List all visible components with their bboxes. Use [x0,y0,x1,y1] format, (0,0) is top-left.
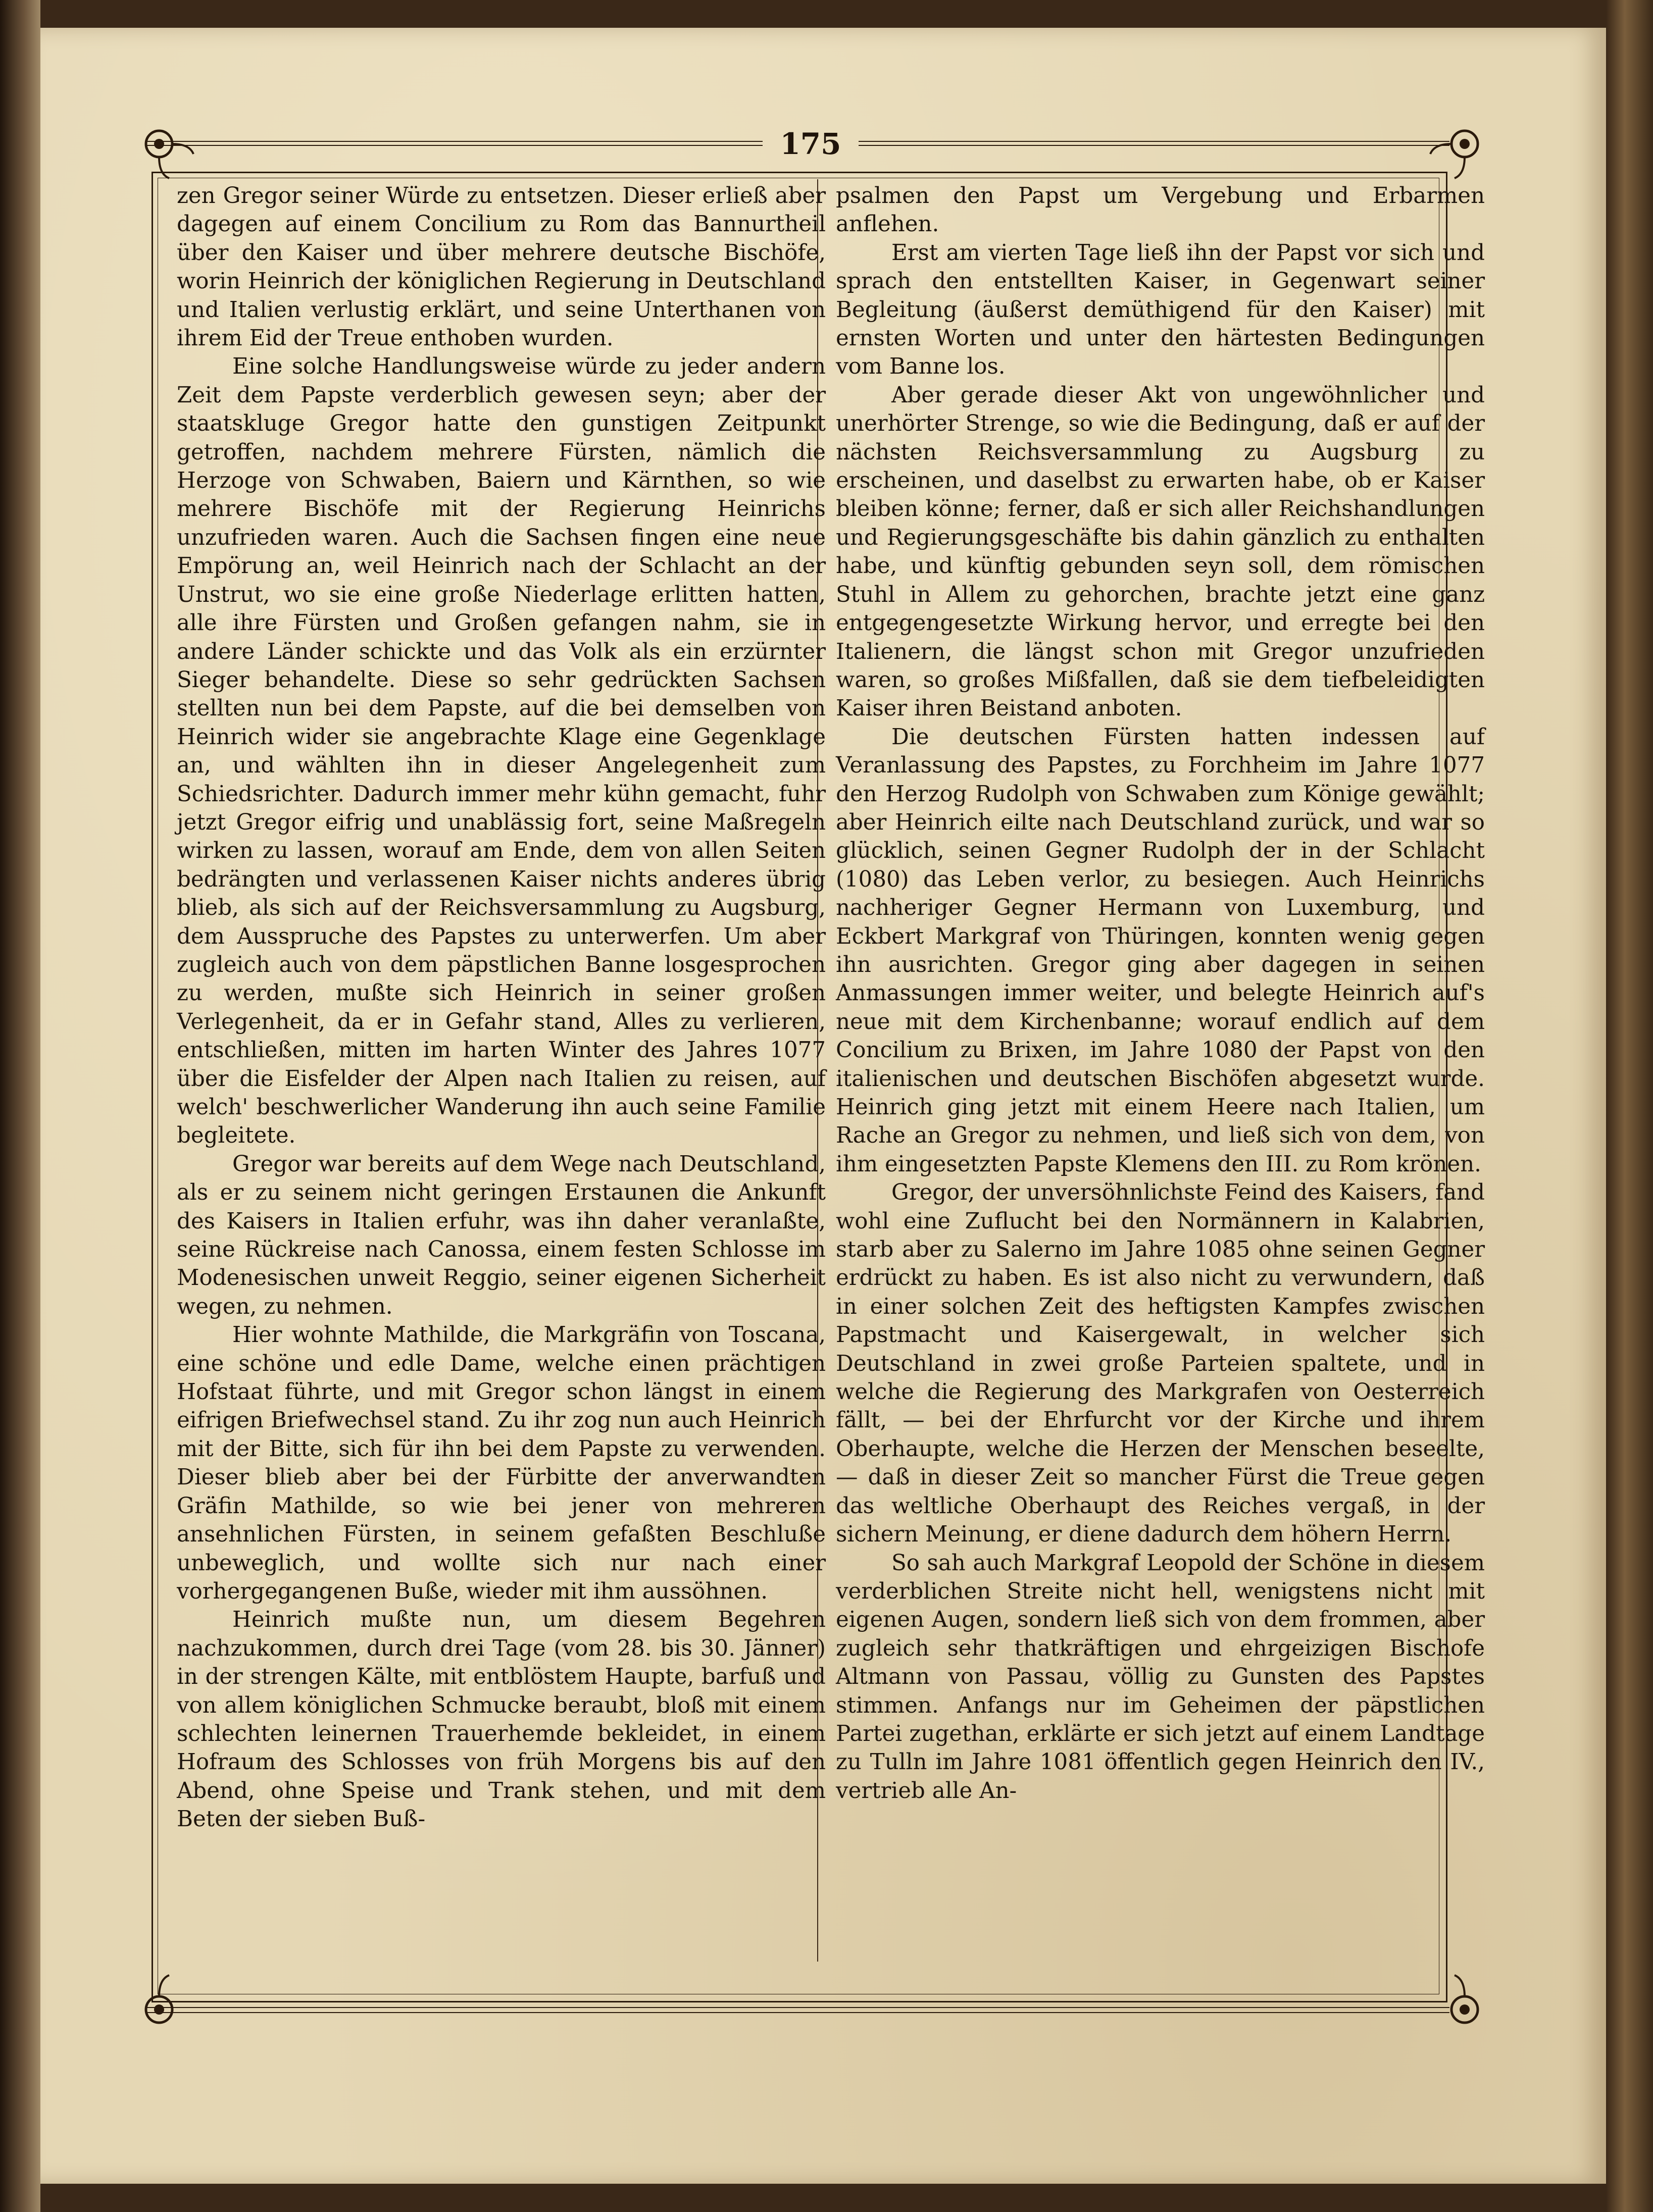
paragraph: zen Gregor seiner Würde zu entsetzen. Dieser erließ aber dagegen auf einem Concilium zu Rom das Bannurtheil über den Kaiser und über mehrere deutsche Bischöfe, worin Heinrich der königlichen Regierung in Deutschland und Italien verlustig erklärt, und seine Unterthanen von ihrem Eid der Treue enthoben wurden. [177,183,826,351]
page-header [146,124,1449,164]
book-binding-left [0,0,40,2212]
text-column-left [177,182,826,1954]
paragraph: Aber gerade dieser Akt von ungewöhnlicher und unerhörter Strenge, so wie die Bedingung, daß er auf der nächsten Reichsversammlung zu Augsburg zu erscheinen, und daselbst zu erwarten habe, ob er Kaiser bleiben könne; ferner, daß er sich aller Reichshandlungen und Regierungsgeschäfte bis dahin gänzlich zu enthalten habe, und künftig gebunden seyn soll, dem römischen Stuhl in Allem zu gehorchen, brachte jetzt eine ganz entgegengesetzte Wirkung hervor, und erregte bei den Italienern, die längst schon mit Gregor unzufrieden waren, so großes Mißfallen, daß sie dem tiefbeleidigten Kaiser ihren Beistand anboten. [836,382,1485,722]
paragraph: psalmen den Papst um Vergebung und Erbarmen anflehen. [836,183,1485,237]
paragraph: Eine solche Handlungsweise würde zu jeder andern Zeit dem Papste verderblich gewesen seyn; aber der staatskluge Gregor hatte den gunstigen Zeitpunkt getroffen, nachdem mehrere Fürsten, nämlich die Herzoge von Schwaben, Baiern und Kärnthen, so wie mehrere Bischöfe mit der Regierung Heinrichs unzufrieden waren. Auch die Sachsen fingen eine neue Empörung an, weil Heinrich nach der Schlacht an der Unstrut, wo sie eine große Niederlage erlitten hatten, alle ihre Fürsten und Großen gefangen nahm, sie in andere Länder schickte und das Volk als ein erzürnter Sieger behandelte. Diese so sehr gedrückten Sachsen stellten nun bei dem Papste, auf die bei demselben von Heinrich wider sie angebrachte Klage eine Gegenklage an, und wählten ihn in dieser Angelegenheit zum Schiedsrichter. Dadurch immer mehr kühn gemacht, fuhr jetzt Gregor eifrig und unablässig fort, seine Maßregeln wirken zu lassen, worauf am Ende, dem von allen Seiten bedrängten und verlassenen Kaiser nichts anderes übrig blieb, als sich auf der Reichsversammlung zu Augsburg, dem Ausspruche des Papstes zu unterwerfen. Um aber zugleich auch von dem päpstlichen Banne losgesprochen zu werden, mußte sich Heinrich in seiner großen Verlegenheit, da er in Gefahr stand, Alles zu verlieren, entschließen, mitten im harten Winter des Jahres 1077 über die Eisfelder der Alpen nach Italien zu reisen, auf welch' beschwerlicher Wanderung ihn auch seine Familie begleitete. [177,354,826,1149]
page-number: 175 [780,127,841,161]
header-rule-left [146,141,763,146]
paragraph: Hier wohnte Mathilde, die Markgräfin von Toscana, eine schöne und edle Dame, welche einen prächtigen Hofstaat führte, und mit Gregor schon längst in einem eifrigen Briefwechsel stand. Zu ihr zog nun auch Heinrich mit der Bitte, sich für ihn bei dem Papste zu verwenden. Dieser blieb aber bei der Fürbitte der anverwandten Gräfin Mathilde, so wie bei jener von mehreren ansehnlichen Fürsten, in seinem gefaßten Beschluße unbeweglich, und wollte sich nur nach einer vorhergegangenen Buße, wieder mit ihm aussöhnen. [177,1322,826,1604]
footer-rule [146,2007,1449,2013]
paragraph: Gregor, der unversöhnlichste Feind des Kaisers, fand wohl eine Zuflucht bei den Normännern in Kalabrien, starb aber zu Salerno im Jahre 1085 ohne seinen Gegner erdrückt zu haben. Es ist also nicht zu verwundern, daß in einer solchen Zeit des heftigsten Kampfes zwischen Papstmacht und Kaisergewalt, in welcher sich Deutschland in zwei große Parteien spaltete, und in welche die Regierung des Markgrafen von Oesterreich fällt, — bei der Ehrfurcht vor der Kirche und ihrem Oberhaupte, welche die Herzen der Menschen beseelte, — daß in dieser Zeit so mancher Fürst die Treue gegen das weltliche Oberhaupt des Reiches vergaß, in der sichern Meinung, er diene dadurch dem höhern Herrn. [836,1180,1485,1548]
paragraph: Heinrich mußte nun, um diesem Begehren nachzukommen, durch drei Tage (vom 28. bis 30. Jänner) in der strengen Kälte, mit entblöstem Haupte, barfuß und von allem königlichen Schmucke beraubt, bloß mit einem schlechten leinernen Trauerhemde bekleidet, in einem Hofraum des Schlosses von früh Morgens bis auf den Abend, ohne Speise und Trank stehen, und mit dem Beten der sieben Buß- [177,1607,826,1832]
book-edge-right [1606,0,1653,2212]
ornament-corner-bottom-right-icon [1429,1974,1485,2030]
paragraph: Erst am vierten Tage ließ ihn der Papst vor sich und sprach den entstellten Kaiser, in Gegenwart seiner Begleitung (äußerst demüthigend für den Kaiser) mit ernsten Worten und unter den härtesten Bedingungen vom Banne los. [836,240,1485,380]
text-column-right [836,182,1485,1954]
ornament-corner-bottom-left-icon [139,1974,194,2030]
header-rule-right [859,141,1449,146]
paragraph: So sah auch Markgraf Leopold der Schöne in diesem verderblichen Streite nicht hell, wenigstens nicht mit eigenen Augen, sondern ließ sich von dem frommen, aber zugleich sehr thatkräftigen und ehrgeizigen Bischofe Altmann von Passau, völlig zu Gunsten des Papstes stimmen. Anfangs nur im Geheimen der päpstlichen Partei zugethan, erklärte er sich jetzt auf einem Landtage zu Tulln im Jahre 1081 öffentlich gegen Heinrich den IV., vertrieb alle An- [836,1550,1485,1804]
paragraph: Die deutschen Fürsten hatten indessen auf Veranlassung des Papstes, zu Forchheim im Jahre 1077 den Herzog Rudolph von Schwaben zum Könige gewählt; aber Heinrich eilte nach Deutschland zurück, und war so glücklich, seinen Gegner Rudolph der in der Schlacht (1080) das Leben verlor, zu besiegen. Auch Heinrichs nachheriger Gegner Hermann von Luxemburg, und Eckbert Markgraf von Thüringen, konnten wenig gegen ihn ausrichten. Gregor ging aber dagegen in seinen Anmassungen immer weiter, und belegte Heinrich auf's neue mit dem Kirchenbanne; worauf endlich auf dem Concilium zu Brixen, im Jahre 1080 der Papst von den italienischen und deutschen Bischöfen abgesetzt wurde. Heinrich ging jetzt mit einem Heere nach Italien, um Rache an Gregor zu nehmen, und ließ sich von dem, von ihm eingesetzten Papste Klemens den III. zu Rom krönen. [836,724,1485,1177]
paragraph: Gregor war bereits auf dem Wege nach Deutschland, als er zu seinem nicht geringen Erstaunen die Ankunft des Kaisers in Italien erfuhr, was ihn daher veranlaßte, seine Rückreise nach Canossa, einem festen Schlosse im Modenesischen unweit Reggio, seiner eigenen Sicherheit wegen, zu nehmen. [177,1151,826,1319]
